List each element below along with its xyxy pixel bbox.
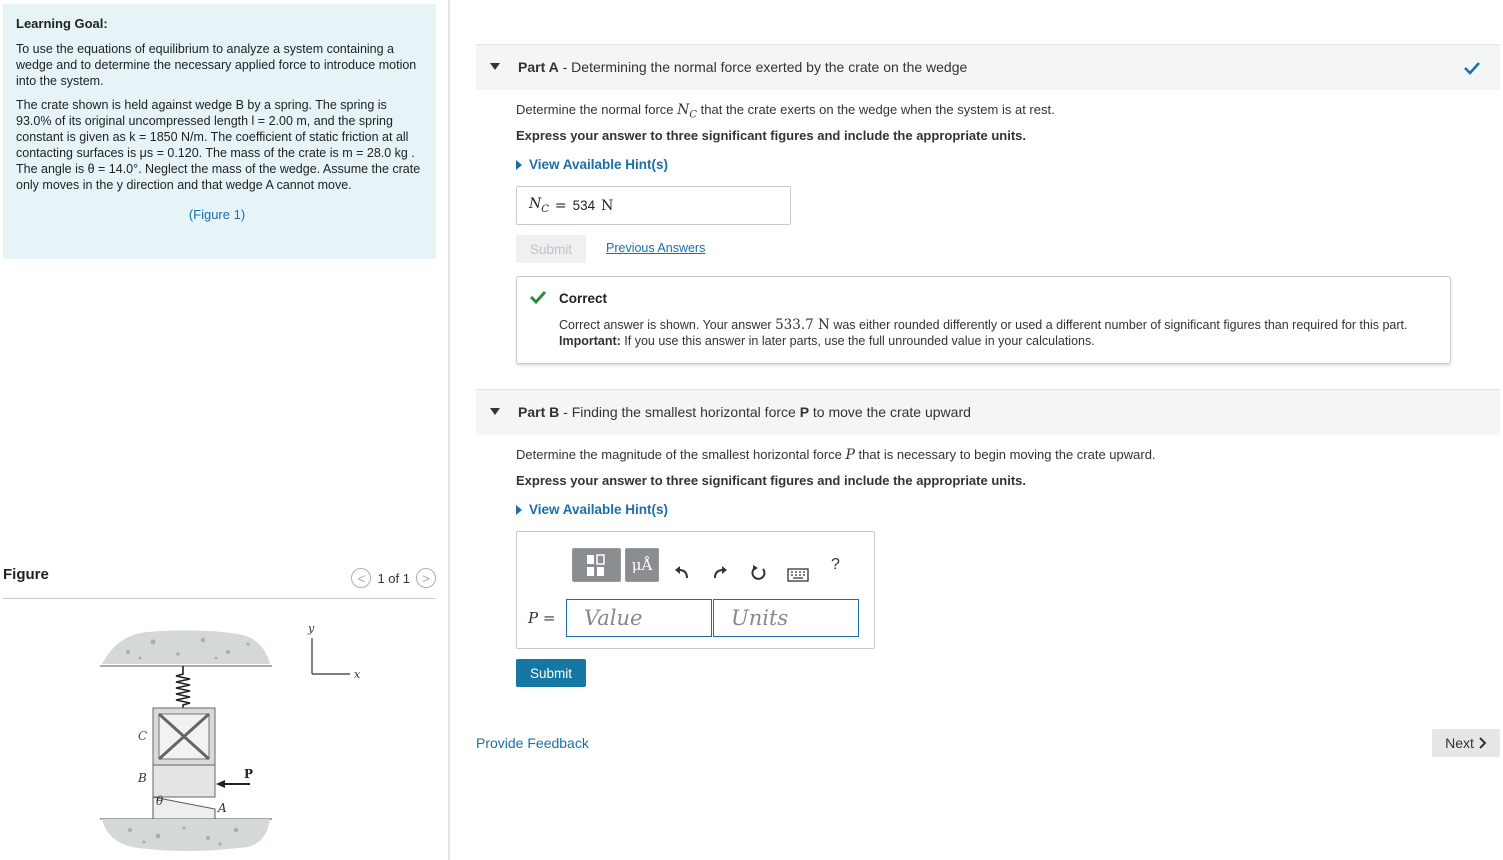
redo-icon[interactable] (711, 556, 729, 590)
figure-header (3, 566, 436, 599)
next-figure-button[interactable]: > (416, 568, 436, 588)
part-b-separator: - (559, 404, 572, 420)
collapse-triangle-icon[interactable] (490, 63, 500, 70)
part-a-title: Determining the normal force exerted by the crate on the wedge (571, 59, 968, 75)
part-a-label: Part A (518, 59, 559, 75)
units-input[interactable]: Units (713, 599, 859, 637)
figure-title: Figure (3, 566, 49, 583)
input-label-P: P = (528, 609, 556, 627)
correct-check-icon (529, 289, 547, 305)
y-axis-label: y (308, 622, 315, 635)
question-text-end: that is necessary to begin moving the crate upward. (854, 447, 1156, 462)
help-icon[interactable]: ? (831, 556, 840, 573)
part-b-title-end: to move the crate upward (809, 404, 971, 420)
feedback-text-end: was either rounded differently or used a different number of significant figures than required for this part. (829, 318, 1408, 332)
feedback-important-label: Important: (559, 334, 621, 348)
part-b-question (516, 447, 1156, 463)
block-B (153, 765, 215, 797)
answer-equals: = (554, 197, 567, 214)
answer-value: 534 (572, 198, 596, 213)
next-label: Next (1445, 735, 1474, 751)
collapse-triangle-icon[interactable] (490, 408, 500, 415)
part-a-instructions: Express your answer to three significant figures and include the appropriate units. (516, 128, 1026, 143)
part-a-answer-box (516, 186, 791, 225)
part-a-question (516, 102, 1055, 121)
learning-goal-heading: Learning Goal: (16, 16, 108, 31)
wedge-label-A: A (218, 801, 227, 815)
crate-wedge-figure (58, 612, 378, 860)
problem-statement: The crate shown is held against wedge B by a spring. The spring is 93.0% of its original uncompressed length l = 2.00 m, and the spring constant is given as k = 1850 N/m. The coefficient of static friction at all contacting surfaces is μs = 0.120. The mass of the crate is m = 28.0 kg . The angle is θ = 14.0°. Neglect the mass of the wedge. Assume the crate only moves in the y direction and that wedge A cannot move. (16, 98, 421, 192)
feedback-text: Correct answer is shown. Your answer (559, 318, 776, 332)
part-a-header[interactable] (476, 44, 1500, 90)
units-button[interactable]: μÅ (625, 548, 659, 582)
part-b-title: Finding the smallest horizontal force (571, 404, 800, 420)
question-text: Determine the normal force (516, 102, 678, 117)
part-b-submit-button[interactable]: Submit (516, 659, 586, 687)
value-input[interactable]: Value (566, 599, 712, 637)
correct-heading: Correct (559, 291, 608, 306)
panel-divider (448, 0, 450, 860)
crate-label-C: C (138, 729, 148, 743)
angle-label-theta: θ (156, 794, 164, 808)
question-variable: N (677, 102, 690, 118)
caret-right-icon (516, 160, 522, 170)
part-b-hint-link[interactable] (516, 502, 668, 517)
provide-feedback-link[interactable]: Provide Feedback (476, 735, 589, 751)
feedback-answer-value: 533.7 N (775, 317, 830, 333)
part-a-hint-link[interactable] (516, 157, 668, 172)
question-text: Determine the magnitude of the smallest horizontal force (516, 447, 846, 462)
part-a-separator: - (558, 59, 572, 75)
figure-count: 1 of 1 (377, 570, 410, 586)
hint-label: View Available Hint(s) (529, 502, 669, 517)
undo-icon[interactable] (673, 556, 691, 590)
part-b-header[interactable] (476, 389, 1500, 435)
answer-variable: N (529, 196, 542, 213)
feedback-important-text: If you use this answer in later parts, use the full unrounded value in your calculations. (620, 334, 1095, 348)
figure-link[interactable]: (Figure 1) (188, 207, 246, 222)
part-b-title-force: P (799, 404, 810, 420)
feedback-line-2 (559, 334, 1095, 348)
part-a-complete-check-icon (1464, 61, 1480, 75)
part-b-label: Part B (518, 404, 560, 420)
learning-goal-intro: To use the equations of equilibrium to analyze a system containing a wedge and to determine the necessary applied force to introduce motion into the system. (16, 42, 417, 88)
feedback-line-1 (559, 317, 1408, 333)
x-axis-label: x (354, 668, 361, 681)
next-button[interactable] (1432, 729, 1500, 757)
template-blocks-icon (573, 549, 620, 581)
answer-variable-sub: C (541, 203, 549, 215)
caret-right-icon (516, 505, 522, 515)
prev-figure-button[interactable]: < (351, 568, 371, 588)
part-b-instructions: Express your answer to three significant figures and include the appropriate units. (516, 473, 1026, 488)
templates-button[interactable] (572, 548, 621, 582)
chevron-right-icon (1478, 737, 1487, 749)
keyboard-icon[interactable] (787, 558, 809, 592)
question-text-end: that the crate exerts on the wedge when the system is at rest. (697, 102, 1055, 117)
previous-answers-link[interactable]: Previous Answers (606, 241, 706, 255)
figure-pager (351, 566, 436, 590)
answer-unit: N (601, 197, 614, 214)
part-a-submit-button: Submit (516, 235, 586, 263)
correct-feedback-box (516, 276, 1451, 364)
force-label-P: P (244, 767, 254, 781)
question-variable: P (845, 447, 855, 463)
block-label-B: B (138, 771, 147, 785)
reset-icon[interactable] (750, 556, 768, 590)
question-variable-sub: C (689, 109, 698, 121)
learning-goal-panel (3, 4, 436, 259)
hint-label: View Available Hint(s) (529, 157, 669, 172)
part-b-answer-panel (516, 531, 875, 649)
